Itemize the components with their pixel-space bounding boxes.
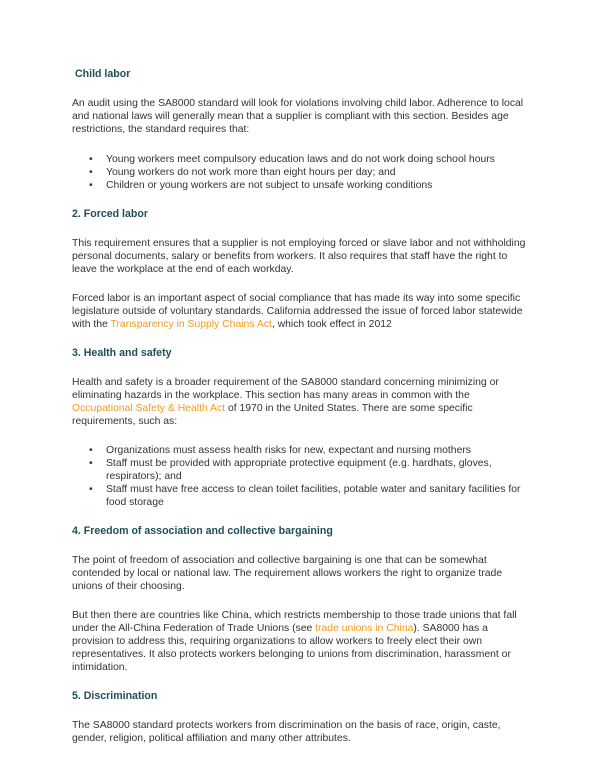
list-item: • Organizations must assess health risks for new, expectant and nursing mothers xyxy=(106,444,528,457)
forced-labor-p1: This requirement ensures that a supplier is not employing forced or slave labor and not withholding personal documents, salary or benefits from workers. It also requires that staff have the right to leave the workplace at the end of each workday. xyxy=(72,238,526,275)
list-item: • Young workers meet compulsory education laws and do not work doing school hours xyxy=(106,153,528,166)
list-item: • Staff must be provided with appropriate protective equipment (e.g. hardhats, gloves, respirators); and xyxy=(106,457,528,483)
health-safety-list xyxy=(72,444,528,509)
child-labor-intro: An audit using the SA8000 standard will look for violations involving child labor. Adherence to local and national laws will generally mean that a supplier is compliant with this section. Besides age restrictions, the standard requires that: xyxy=(72,98,524,135)
freedom-p1: The point of freedom of association and collective bargaining is one that can be somewhat contended by local or national law. The requirement allows workers the right to organize trade unions of their choosing. xyxy=(72,555,503,592)
freedom-p2-text: But then there are countries like China, which restricts membership to those trade unions that fall under the All-China Federation of Trade Unions (see xyxy=(72,610,517,634)
osha-link[interactable]: Occupational Safety & Health Act xyxy=(72,403,226,414)
heading-health-safety: 3. Health and safety xyxy=(72,347,172,359)
trade-unions-china-link[interactable]: trade unions in China xyxy=(315,623,414,634)
forced-labor-p2-tail: , which took effect in 2012 xyxy=(271,319,392,330)
forced-labor-p2-text: Forced labor is an important aspect of social compliance that has made its way into some specific legislature outside of voluntary standards. California addressed the issue of forced labor statewide with the xyxy=(72,293,523,330)
health-safety-tail: of 1970 in the United States. There are some specific requirements, such as: xyxy=(72,403,473,427)
transparency-act-link[interactable]: Transparency in Supply Chains Act xyxy=(110,319,272,330)
freedom-p2 xyxy=(72,609,528,674)
heading-discrimination: 5. Discrimination xyxy=(72,690,158,702)
discrimination-p1: The SA8000 standard protects workers from discrimination on the basis of race, origin, caste, gender, religion, political affiliation and many other attributes. xyxy=(72,720,501,744)
heading-freedom-association: 4. Freedom of association and collective bargaining xyxy=(72,525,333,537)
heading-forced-labor: 2. Forced labor xyxy=(72,208,148,220)
forced-labor-p2 xyxy=(72,292,528,331)
list-item: • Staff must have free access to clean toilet facilities, potable water and sanitary facilities for food storage xyxy=(106,483,528,509)
freedom-p2-tail: ). SA8000 has a provision to address this, requiring organizations to allow workers to freely elect their own representatives. It also protects workers belonging to unions from discrimination, harassment or intimidation. xyxy=(72,623,511,673)
list-item: • Children or young workers are not subject to unsafe working conditions xyxy=(106,179,528,192)
health-safety-p1 xyxy=(72,376,528,428)
heading-child-labor: Child labor xyxy=(75,68,131,80)
child-labor-list xyxy=(72,153,528,192)
health-safety-text: Health and safety is a broader requirement of the SA8000 standard concerning minimizing or eliminating hazards in the workplace. This section has many areas in common with the xyxy=(72,377,499,401)
list-item: • Young workers do not work more than eight hours per day; and xyxy=(106,166,528,179)
